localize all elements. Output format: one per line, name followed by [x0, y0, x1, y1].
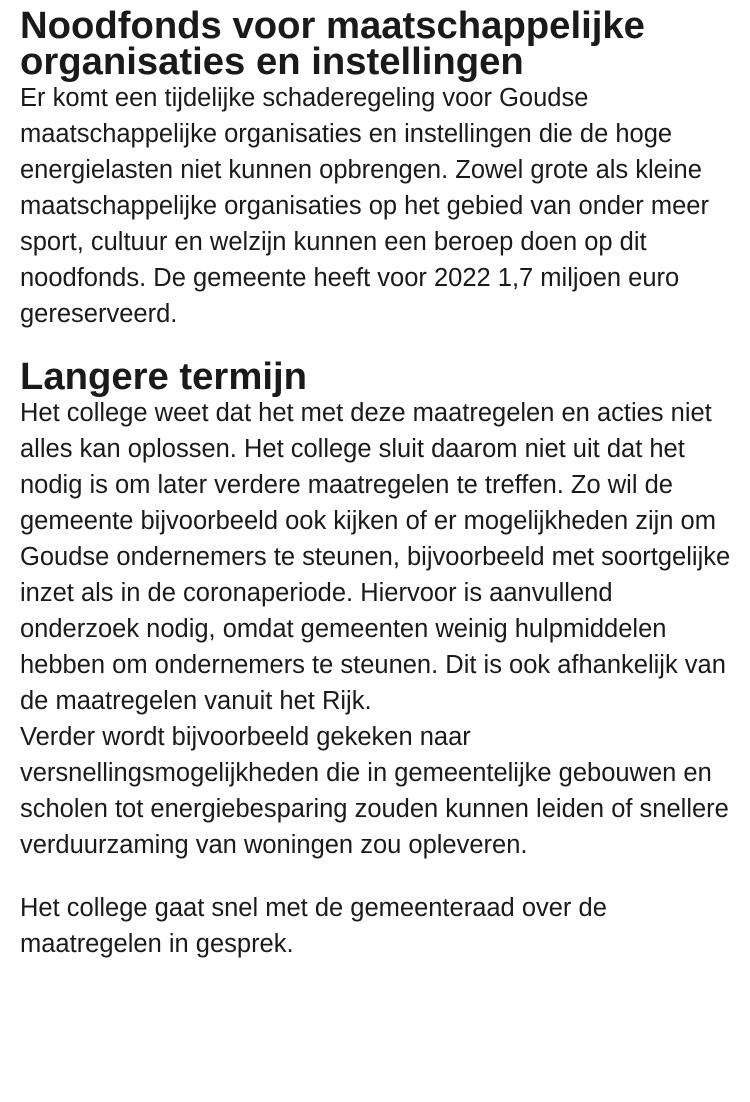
section-spacer [20, 863, 736, 890]
section-heading-noodfonds: Noodfonds voor maatschappelijke organisaties en instellingen [20, 4, 645, 83]
paragraph-closing: Het college gaat snel met de gemeenteraad over de maatregelen in gesprek. [20, 894, 607, 958]
article-body [20, 4, 736, 962]
paragraph-noodfonds: Er komt een tijdelijke schaderegeling voor Goudse maatschappelijke organisaties en instellingen die de hoge energielasten niet kunnen opbrengen. Zowel grote als kleine maatschappelijke organisaties op het gebied van onder meer sport, cultuur en welzijn kunnen een beroep doen op dit noodfonds. De gemeente heeft voor 2022 1,7 miljoen euro gereserveerd. [20, 84, 709, 328]
paragraph-langere-termijn-1: Het college weet dat het met deze maatregelen en acties niet alles kan oplossen. Het college sluit daarom niet uit dat het nodig is om later verdere maatregelen te treffen. Zo wil de gemeente bijvoorbeeld ook kijken of er mogelijkheden zijn om Goudse ondernemers te steunen, bijvoorbeeld met soortgelijke inzet als in de coronaperiode. Hiervoor is aanvullend onderzoek nodig, omdat gemeenten weinig hulpmiddelen hebben om ondernemers te steunen. Dit is ook afhankelijk van de maatregelen vanuit het Rijk. [20, 399, 731, 715]
section-heading-langere-termijn: Langere termijn [20, 355, 307, 398]
paragraph-langere-termijn-2: Verder wordt bijvoorbeeld gekeken naar versnellingsmogelijkheden die in gemeentelijke gebouwen en scholen tot energiebesparing zouden kunnen leiden of snellere verduurzaming van woningen zou opleveren. [20, 723, 729, 859]
